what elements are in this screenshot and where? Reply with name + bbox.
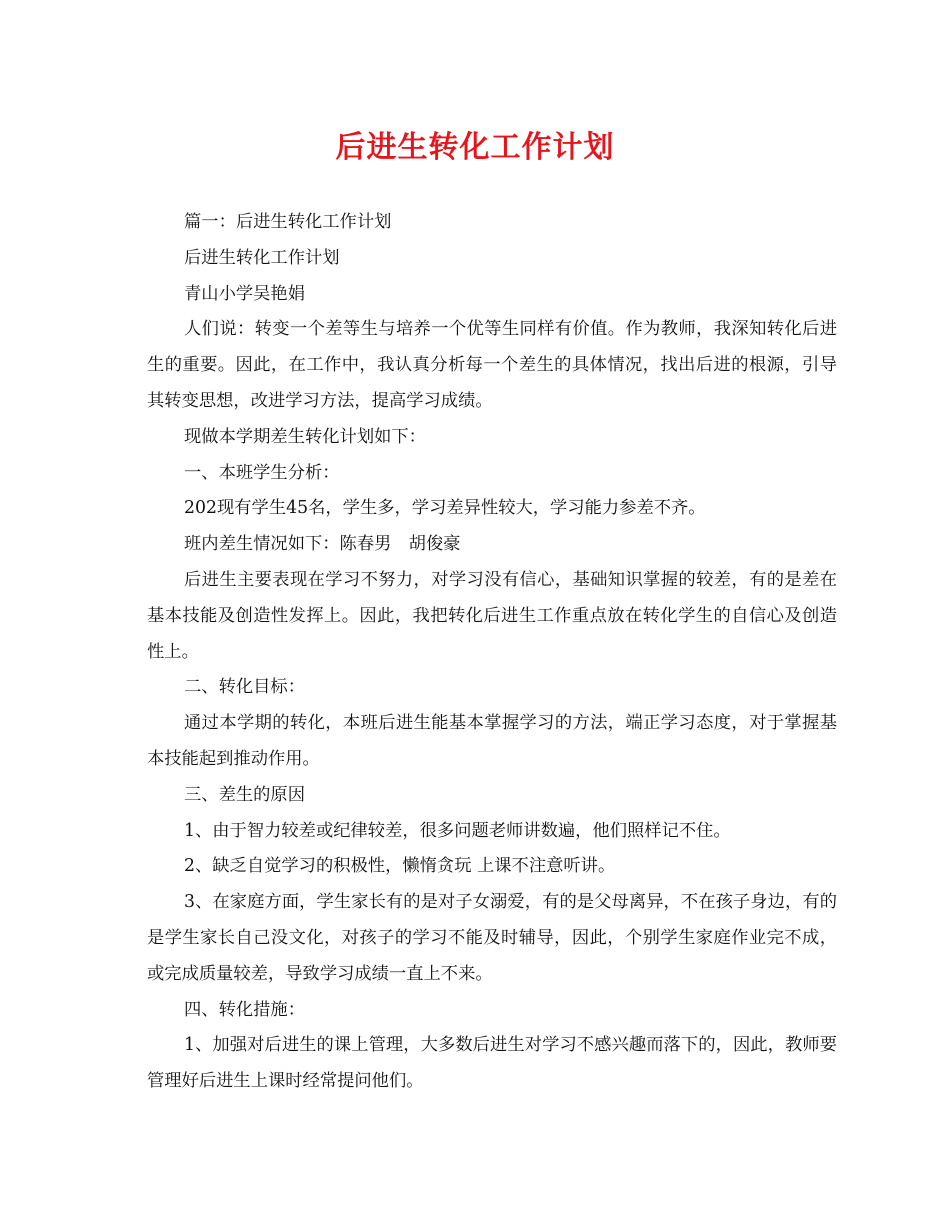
list-item-cause-1: 1、由于智力较差或纪律较差，很多问题老师讲数遍，他们照样记不住。 [184,820,731,841]
heading-measures: 四、转化措施： [184,999,305,1020]
paragraph-author: 青山小学吴艳娟 [184,283,305,304]
heading-student-analysis: 一、本班学生分析： [184,462,340,483]
paragraph-students-list: 班内差生情况如下：陈春男 胡俊豪 [184,534,461,555]
list-item-measure-1: 1、加强对后进生的课上管理，大多数后进生对学习不感兴趣而落下的，因此，教师要管理好后进生上课时经常提问他们。 [147,1035,837,1092]
list-item-cause-3: 3、在家庭方面，学生家长有的是对子女溺爱，有的是父母离异，不在孩子身边，有的是学生家长自己没文化，对孩子的学习不能及时辅导，因此，个别学生家庭作业完不成，或完成质量较差，导致学习成绩一直上不来。 [147,892,837,984]
paragraph-performance: 后进生主要表现在学习不努力，对学习没有信心，基础知识掌握的较差，有的是差在基本技能及创造性发挥上。因此，我把转化后进生工作重点放在转化学生的自信心及创造性上。 [147,569,837,662]
paragraph-section-heading: 篇一：后进生转化工作计划 [184,212,392,232]
paragraph-intro: 人们说：转变一个差等生与培养一个优等生同样有价值。作为教师，我深知转化后进生的重要。因此，在工作中，我认真分析每一个差生的具体情况，找出后进的根源，引导其转变思想，改进学习方法，提高学习成绩。 [147,319,837,411]
heading-causes: 三、差生的原因 [184,784,305,805]
paragraph-subtitle: 后进生转化工作计划 [184,247,340,268]
heading-goals: 二、转化目标： [184,677,305,698]
document-title: 后进生转化工作计划 [335,130,615,165]
list-item-cause-2: 2、缺乏自觉学习的积极性，懒惰贪玩 上课不注意听讲。 [184,856,616,877]
paragraph-plan-lead: 现做本学期差生转化计划如下： [184,426,426,447]
paragraph-class-size: 202现有学生45名，学生多，学习差异性较大，学习能力参差不齐。 [184,498,706,519]
paragraph-goals: 通过本学期的转化，本班后进生能基本掌握学习的方法，端正学习态度，对于掌握基本技能起到推动作用。 [147,713,837,769]
document-body [147,205,837,1100]
